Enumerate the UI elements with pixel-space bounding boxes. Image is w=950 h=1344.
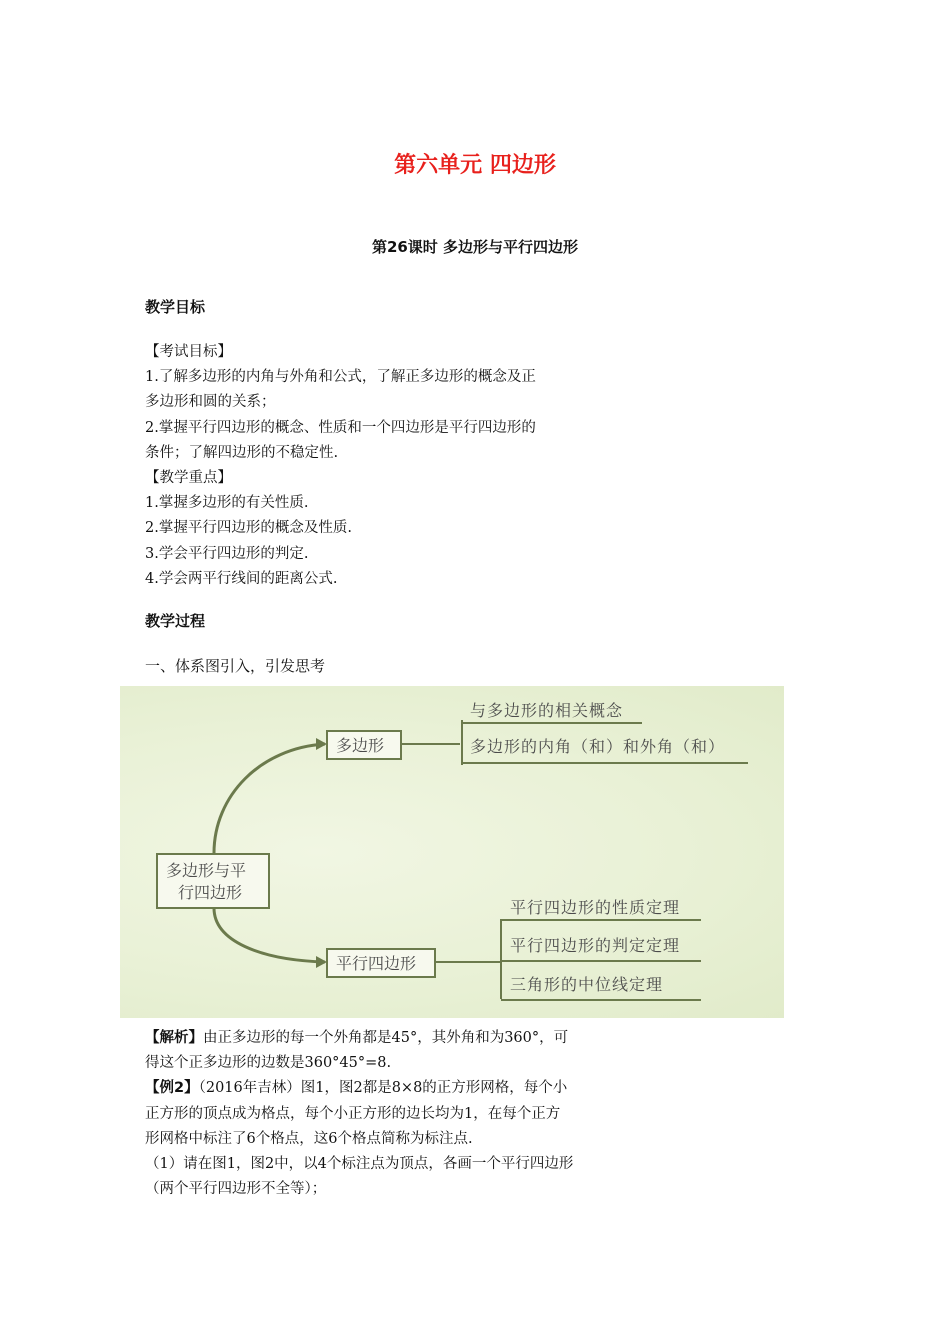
- analysis-label: 【解析】: [145, 1030, 203, 1046]
- leaf-polygon-concepts: 与多边形的相关概念: [470, 701, 624, 720]
- example-text: （2016年吉林）图1，图2都是8×8的正方形网格，每个小: [198, 1080, 568, 1097]
- leaf-polygon-angles: 多边形的内角（和）和外角（和）: [470, 737, 726, 756]
- example-line: [145, 1076, 573, 1101]
- key-points-label: 【教学重点】: [145, 470, 232, 487]
- analysis-line: [145, 1026, 573, 1051]
- example-line: 形网格中标注了6个格点，这6个格点简称为标注点.: [145, 1130, 473, 1147]
- connector-upper: [214, 744, 325, 853]
- underline: [462, 762, 748, 764]
- exam-goal-line: 1.了解多边形的内角与外角和公式，了解正多边形的概念及正: [145, 369, 536, 386]
- leaf-midline-theorem: 三角形的中位线定理: [510, 975, 664, 994]
- example-label: 【例2】: [145, 1080, 199, 1097]
- exam-goal-line: 2.掌握平行四边形的概念、性质和一个四边形是平行四边形的: [145, 419, 536, 436]
- analysis-line-2: 得这个正多边形的边数是360°45°=8.: [145, 1055, 392, 1072]
- goals-block: [145, 340, 536, 592]
- section-heading-process: 教学过程: [145, 612, 206, 630]
- exam-goals-label: 【考试目标】: [145, 344, 232, 360]
- analysis-text: 由正多边形的每一个外角都是45°，其外角和为360°，可: [203, 1030, 569, 1046]
- key-point-line: 1.掌握多边形的有关性质.: [145, 495, 309, 512]
- key-point-line: 4.学会两平行线间的距离公式.: [145, 570, 338, 587]
- underline: [462, 722, 642, 724]
- exam-goal-line: 条件；了解四边形的不稳定性.: [145, 444, 339, 461]
- section-heading-goals: 教学目标: [145, 298, 206, 316]
- analysis-block: [145, 1026, 573, 1202]
- concept-diagram: [120, 686, 784, 1018]
- underline: [501, 960, 701, 962]
- root-node-line: 行四边形: [178, 883, 243, 902]
- key-point-line: 3.学会平行四边形的判定.: [145, 545, 309, 562]
- unit-title: 第六单元 四边形: [394, 153, 556, 178]
- underline: [501, 919, 701, 921]
- root-node-line: 多边形与平: [166, 861, 247, 880]
- exam-goal-line: 多边形和圆的关系；: [145, 394, 276, 411]
- process-step-1: 一、体系图引入，引发思考: [145, 657, 326, 675]
- underline: [501, 999, 701, 1001]
- node-polygon: 多边形: [326, 730, 402, 760]
- connector-lower: [214, 908, 325, 962]
- example-line: 正方形的顶点成为格点，每个小正方形的边长均为1，在每个正方: [145, 1105, 561, 1122]
- key-point-line: 2.掌握平行四边形的概念及性质.: [145, 520, 352, 537]
- question-line: （两个平行四边形不全等）；: [145, 1181, 327, 1198]
- leaf-parallelogram-properties: 平行四边形的性质定理: [510, 898, 681, 917]
- leaf-parallelogram-criteria: 平行四边形的判定定理: [510, 936, 681, 955]
- root-node: [156, 853, 270, 909]
- question-line: （1）请在图1，图2中，以4个标注点为顶点，各画一个平行四边形: [145, 1156, 574, 1173]
- node-parallelogram: 平行四边形: [326, 948, 436, 978]
- lesson-title: 第26课时 多边形与平行四边形: [371, 238, 579, 256]
